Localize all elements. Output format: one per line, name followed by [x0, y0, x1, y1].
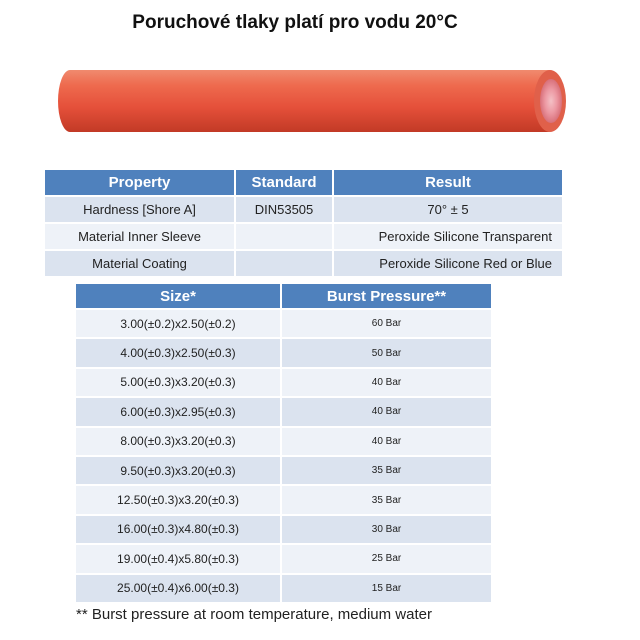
footnote: ** Burst pressure at room temperature, medium water: [76, 606, 432, 623]
burst-cell: 35 Bar: [281, 485, 491, 514]
property-header: Property: [45, 170, 235, 196]
result-cell: Peroxide Silicone Transparent: [333, 223, 562, 250]
size-header-row: [76, 284, 491, 309]
size-cell: 5.00(±0.3)x3.20(±0.3): [76, 368, 281, 397]
standard-cell: DIN53505: [235, 196, 333, 223]
page-title: Poruchové tlaky platí pro vodu 20°C: [132, 12, 458, 33]
size-cell: 4.00(±0.3)x2.50(±0.3): [76, 338, 281, 367]
size-cell: 8.00(±0.3)x3.20(±0.3): [76, 427, 281, 456]
property-cell: Material Inner Sleeve: [45, 223, 235, 250]
size-cell: 16.00(±0.3)x4.80(±0.3): [76, 515, 281, 544]
standard-cell: [235, 250, 333, 276]
table-row: [76, 544, 491, 573]
hose-image: [56, 66, 566, 136]
table-row: [45, 196, 562, 223]
table-row: [76, 338, 491, 367]
burst-cell: 40 Bar: [281, 368, 491, 397]
burst-cell: 50 Bar: [281, 338, 491, 367]
burst-pressure-header: Burst Pressure**: [281, 284, 491, 309]
size-cell: 12.50(±0.3)x3.20(±0.3): [76, 485, 281, 514]
property-cell: Hardness [Shore A]: [45, 196, 235, 223]
size-cell: 19.00(±0.4)x5.80(±0.3): [76, 544, 281, 573]
burst-cell: 60 Bar: [281, 309, 491, 338]
table-row: [76, 456, 491, 485]
table-row: [45, 250, 562, 276]
result-cell: 70° ± 5: [333, 196, 562, 223]
table-row: [76, 515, 491, 544]
table-row: [76, 427, 491, 456]
table-row: [76, 397, 491, 426]
table-row: [76, 368, 491, 397]
size-cell: 6.00(±0.3)x2.95(±0.3): [76, 397, 281, 426]
size-table: [76, 284, 491, 602]
size-cell: 25.00(±0.4)x6.00(±0.3): [76, 574, 281, 602]
burst-cell: 25 Bar: [281, 544, 491, 573]
standard-header: Standard: [235, 170, 333, 196]
properties-header-row: [45, 170, 562, 196]
property-cell: Material Coating: [45, 250, 235, 276]
size-cell: 3.00(±0.2)x2.50(±0.2): [76, 309, 281, 338]
size-header: Size*: [76, 284, 281, 309]
burst-cell: 40 Bar: [281, 397, 491, 426]
result-cell: Peroxide Silicone Red or Blue: [333, 250, 562, 276]
burst-cell: 35 Bar: [281, 456, 491, 485]
table-row: [76, 574, 491, 602]
table-row: [45, 223, 562, 250]
table-row: [76, 485, 491, 514]
burst-cell: 40 Bar: [281, 427, 491, 456]
result-header: Result: [333, 170, 562, 196]
burst-cell: 15 Bar: [281, 574, 491, 602]
burst-cell: 30 Bar: [281, 515, 491, 544]
standard-cell: [235, 223, 333, 250]
properties-table: [45, 170, 562, 276]
table-row: [76, 309, 491, 338]
size-cell: 9.50(±0.3)x3.20(±0.3): [76, 456, 281, 485]
